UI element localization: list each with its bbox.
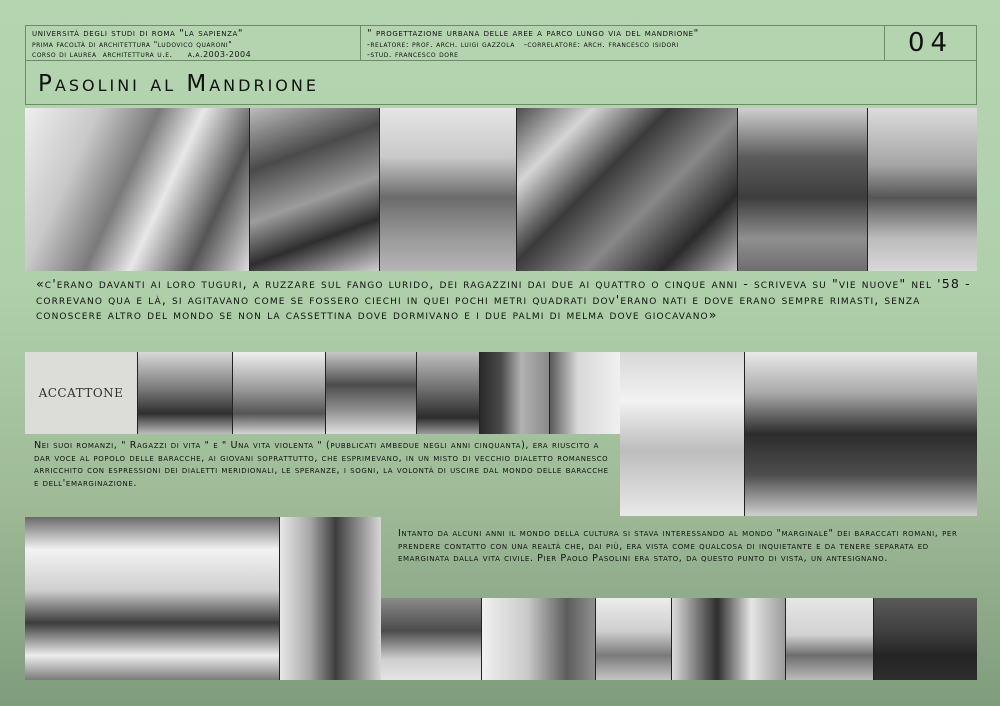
university-name: università degli studi di roma "la sapienza" (32, 28, 244, 39)
institution-block (26, 26, 361, 60)
student-name: -stud. francesco dore (367, 50, 459, 59)
photo-cart-street (482, 598, 596, 680)
photo-film-poster-collage (517, 108, 738, 271)
faculty-name: prima facoltà di architettura "ludovico quaroni" (32, 40, 233, 49)
photo-strip-middle-right (620, 352, 977, 516)
header-box (25, 25, 977, 61)
page-number-box (885, 26, 976, 60)
course-name: corso di laurea architettura u.e. a.a.2003-2004 (32, 50, 252, 59)
advisors: -relatore: prof. arch. luigi gazzola -correlatore: arch. francesco isidori (367, 40, 679, 49)
photo-pasolini-walking (738, 108, 868, 271)
photo-man-by-wall (672, 598, 786, 680)
culture-paragraph: Intanto da alcuni anni il mondo della cultura si stava interessando al mondo "marginale" dei baraccati romani, per prendere contatto con una realtà che, dai più, era vista come qualcosa di inquietante e da tenere separata ed emarginata dalla vita civile. Pier Paolo Pasolini era stato, da questo punto di vista, un antesignano. (398, 528, 958, 564)
title-card-label: ACCATTONE (38, 386, 124, 401)
photo-couple-doorway (280, 517, 381, 680)
photo-boy-at-shack (25, 108, 250, 271)
photo-fenced-yard (233, 352, 326, 434)
photo-road-poles (596, 598, 672, 680)
photo-child-in-mud (380, 108, 517, 271)
pasolini-quote: «c'erano davanti ai loro tuguri, a ruzzare sul fango lurido, dei ragazzini dai due ai quattro o cinque anni - scriveva su "vie nuove" nel '58 - correvano qua e là, si agitavano come se fossero ciechi in quei pochi metri quadrati dov'erano nati e dove erano sempre rimasti, senza conoscere altro del mondo se non la cassettina dove dormivano e i due palmi di melma dove giocavano» (36, 276, 971, 322)
photo-man-pointing (620, 352, 745, 516)
photo-open-road (786, 598, 874, 680)
photo-hut (417, 352, 480, 434)
title-box (25, 61, 977, 105)
photo-young-man (480, 352, 550, 434)
photo-men-walking (326, 352, 417, 434)
photo-title-card (25, 352, 138, 434)
photo-women-at-well (250, 108, 380, 271)
page-title: Pasolini al Mandrione (38, 71, 319, 97)
project-block (361, 26, 885, 60)
photo-strip-middle (25, 352, 620, 434)
page-number: 04 (907, 28, 954, 58)
photo-street-gathering (138, 352, 233, 434)
photo-boys-football (868, 108, 977, 271)
photo-dark-skyline (874, 598, 977, 680)
photo-strip-bottom-left (25, 517, 381, 680)
project-title: " progettazione urbana delle aree a parco lungo via del mandrione" (367, 28, 699, 39)
photo-pergola-street (381, 598, 482, 680)
novels-paragraph: Nei suoi romanzi, " Ragazzi di vita " e " Una vita violenta " (pubblicati ambedue negli anni cinquanta), era riuscito a dar voce al popolo delle baracche, ai giovani soprattutto, che esprimevano, in un misto di vecchio dialetto romanesco arricchito con espressioni dei dialetti meridionali, le speranze, i sogni, la volontà di uscire dal mondo delle baracche e dell'emarginazione. (34, 440, 609, 489)
photo-man-pointing-left (550, 352, 620, 434)
photo-strip-top (25, 108, 977, 271)
photo-group-crouching (745, 352, 977, 516)
photo-strip-bottom (381, 598, 977, 680)
photo-bicycle-shack (25, 517, 280, 680)
